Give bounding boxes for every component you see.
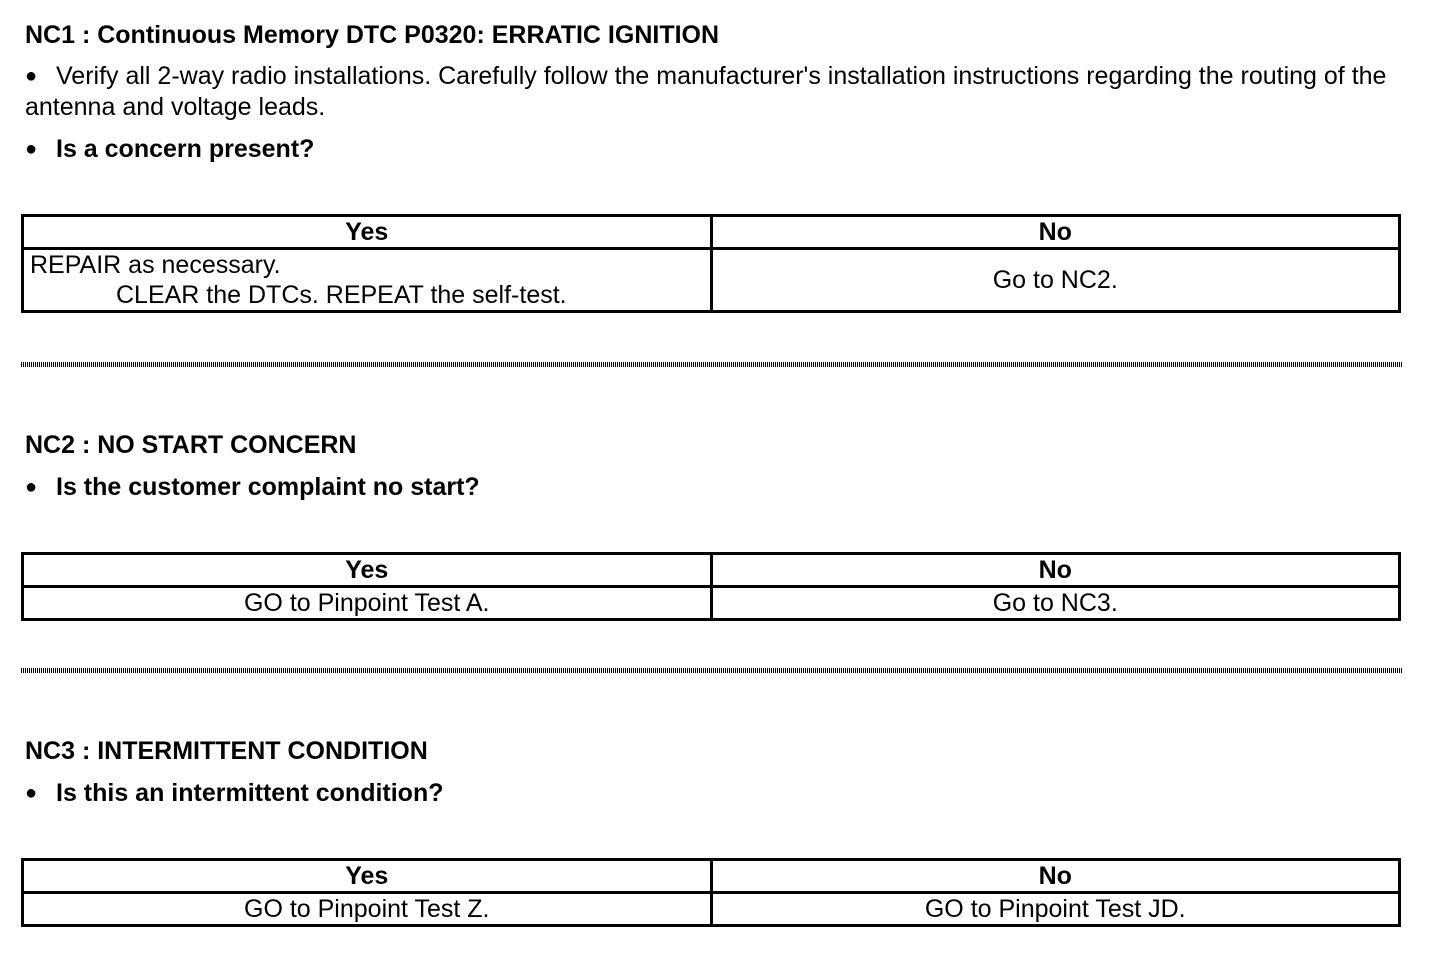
question-text: Is this an intermittent condition? bbox=[56, 779, 444, 807]
instruction-nc1 bbox=[25, 61, 1390, 123]
question-nc2 bbox=[25, 472, 480, 503]
section-heading-nc2: NC2 : NO START CONCERN bbox=[25, 431, 357, 459]
answer-table-nc1 bbox=[21, 214, 1401, 313]
yes-action-line1: REPAIR as necessary. bbox=[30, 251, 281, 279]
section-heading-nc1: NC1 : Continuous Memory DTC P0320: ERRATIC IGNITION bbox=[25, 21, 720, 49]
answer-table-nc2 bbox=[21, 552, 1401, 621]
bullet-icon: ● bbox=[25, 782, 38, 804]
no-action-cell: Go to NC2. bbox=[711, 249, 1400, 312]
no-action-cell: Go to NC3. bbox=[711, 587, 1400, 620]
yes-action-cell: GO to Pinpoint Test A. bbox=[23, 587, 712, 620]
no-header: No bbox=[711, 554, 1400, 587]
yes-header: Yes bbox=[23, 216, 712, 249]
yes-header: Yes bbox=[23, 554, 712, 587]
no-header: No bbox=[711, 216, 1400, 249]
yes-action-line2: CLEAR the DTCs. REPEAT the self-test. bbox=[116, 281, 567, 309]
answer-table-nc3 bbox=[21, 858, 1401, 927]
bullet-icon: ● bbox=[25, 476, 38, 498]
section-separator bbox=[21, 362, 1402, 367]
yes-action-cell: GO to Pinpoint Test Z. bbox=[23, 893, 712, 926]
section-heading-nc3: NC3 : INTERMITTENT CONDITION bbox=[25, 737, 428, 765]
question-nc3 bbox=[25, 778, 444, 809]
question-text: Is the customer complaint no start? bbox=[56, 473, 480, 501]
no-action-cell: GO to Pinpoint Test JD. bbox=[711, 893, 1400, 926]
question-nc1 bbox=[25, 134, 314, 165]
section-separator bbox=[21, 668, 1402, 673]
yes-action-cell bbox=[23, 249, 712, 312]
instruction-text: Verify all 2-way radio installations. Carefully follow the manufacturer's installation instructions regarding the routing of the antenna and voltage leads. bbox=[25, 62, 1387, 121]
question-text: Is a concern present? bbox=[56, 135, 315, 163]
yes-header: Yes bbox=[23, 860, 712, 893]
bullet-icon: ● bbox=[25, 138, 38, 160]
no-header: No bbox=[711, 860, 1400, 893]
bullet-icon: ● bbox=[25, 65, 38, 87]
